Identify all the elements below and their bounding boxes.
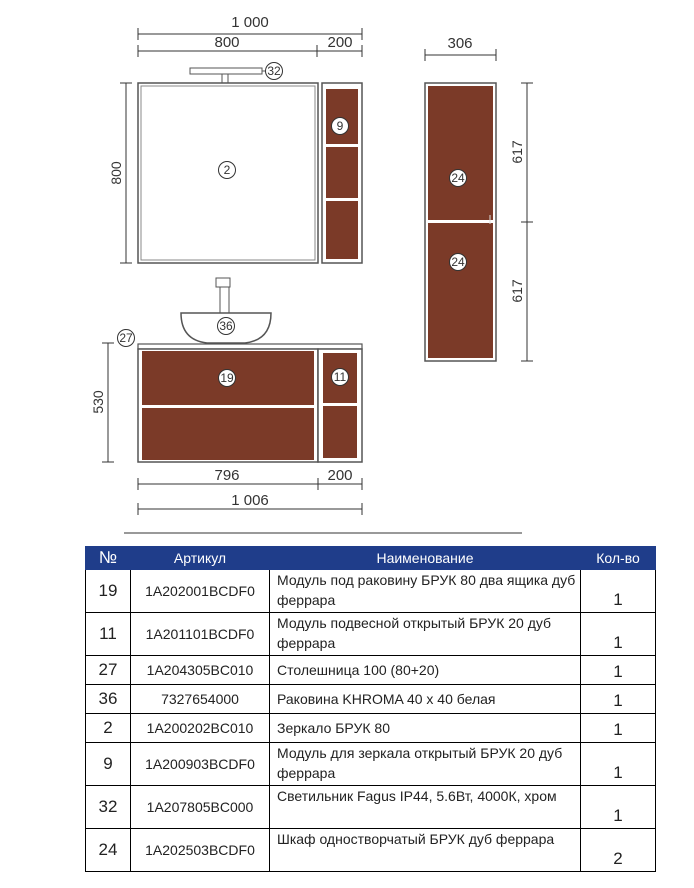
cell-qty: 1 bbox=[581, 714, 656, 743]
cabinet-height-dims bbox=[521, 83, 533, 361]
cell-name: Зеркало БРУК 80 bbox=[270, 714, 581, 743]
cell-name: Светильник Fagus IP44, 5.6Вт, 4000К, хром bbox=[270, 786, 581, 829]
lamp bbox=[190, 68, 268, 83]
table-row bbox=[86, 786, 656, 829]
cell-article: 1A202001BCDF0 bbox=[131, 570, 270, 613]
table-row bbox=[86, 570, 656, 613]
callout-cabinet-upper: 24 bbox=[451, 171, 465, 185]
cell-no: 9 bbox=[86, 743, 131, 786]
specification-table bbox=[85, 546, 656, 872]
header-article: Артикул bbox=[131, 547, 270, 570]
table-row bbox=[86, 613, 656, 656]
callout-vanity: 19 bbox=[220, 371, 234, 385]
cell-no: 11 bbox=[86, 613, 131, 656]
cell-name: Модуль для зеркала открытый БРУК 20 дуб феррара bbox=[270, 743, 581, 786]
cell-name: Шкаф одностворчатый БРУК дуб феррара bbox=[270, 829, 581, 872]
table-row bbox=[86, 743, 656, 786]
dim-cabinet-upper: 617 bbox=[509, 140, 525, 164]
dim-vanity-height: 530 bbox=[90, 390, 106, 414]
side-open-module bbox=[318, 349, 362, 462]
cell-no: 36 bbox=[86, 685, 131, 714]
dim-top-shelf: 200 bbox=[327, 34, 353, 51]
cell-qty: 1 bbox=[581, 570, 656, 613]
cell-qty: 1 bbox=[581, 685, 656, 714]
cell-no: 19 bbox=[86, 570, 131, 613]
callout-cabinet-lower: 24 bbox=[451, 255, 465, 269]
cell-no: 24 bbox=[86, 829, 131, 872]
cell-article: 1A200202BC010 bbox=[131, 714, 270, 743]
cell-qty: 1 bbox=[581, 743, 656, 786]
callout-mirror: 2 bbox=[223, 163, 231, 177]
cell-no: 2 bbox=[86, 714, 131, 743]
table-row bbox=[86, 714, 656, 743]
cell-article: 1A202503BCDF0 bbox=[131, 829, 270, 872]
header-name: Наименование bbox=[270, 547, 581, 570]
cell-qty: 2 bbox=[581, 829, 656, 872]
callout-mirror-shelf: 9 bbox=[336, 119, 344, 133]
table-row bbox=[86, 829, 656, 872]
dim-bottom-side: 200 bbox=[327, 467, 353, 484]
callout-side-module: 11 bbox=[333, 370, 347, 384]
tall-cabinet bbox=[425, 83, 496, 361]
cell-article: 1A204305BC010 bbox=[131, 656, 270, 685]
cell-name: Раковина KHROMA 40 х 40 белая bbox=[270, 685, 581, 714]
table-row bbox=[86, 656, 656, 685]
header-qty: Кол-во bbox=[581, 547, 656, 570]
cell-name: Столешница 100 (80+20) bbox=[270, 656, 581, 685]
cell-no: 27 bbox=[86, 656, 131, 685]
mirror-shelf-module bbox=[322, 83, 362, 263]
cell-qty: 1 bbox=[581, 786, 656, 829]
cell-name: Модуль под раковину БРУК 80 два ящика дуб феррара bbox=[270, 570, 581, 613]
dim-mirror-height: 800 bbox=[108, 161, 124, 185]
cell-article: 1A201101BCDF0 bbox=[131, 613, 270, 656]
dim-cabinet-lower: 617 bbox=[509, 279, 525, 303]
table-header-row bbox=[86, 547, 656, 570]
cell-article: 1A200903BCDF0 bbox=[131, 743, 270, 786]
cell-qty: 1 bbox=[581, 613, 656, 656]
dim-cabinet-width: 306 bbox=[447, 35, 473, 52]
cell-name: Модуль подвесной открытый БРУК 20 дуб феррара bbox=[270, 613, 581, 656]
cell-article: 7327654000 bbox=[131, 685, 270, 714]
cell-article: 1A207805BC000 bbox=[131, 786, 270, 829]
callout-countertop: 27 bbox=[119, 331, 133, 345]
header-no: № bbox=[86, 547, 131, 570]
dim-bottom-main: 796 bbox=[214, 467, 240, 484]
dim-bottom-total: 1 006 bbox=[231, 492, 269, 509]
vanity-module bbox=[138, 349, 318, 462]
callout-basin: 36 bbox=[219, 319, 233, 333]
dim-top-total: 1 000 bbox=[231, 14, 269, 31]
callout-lamp: 32 bbox=[267, 64, 281, 78]
cell-qty: 1 bbox=[581, 656, 656, 685]
dim-top-mirror: 800 bbox=[214, 34, 240, 51]
table-row bbox=[86, 685, 656, 714]
cell-no: 32 bbox=[86, 786, 131, 829]
